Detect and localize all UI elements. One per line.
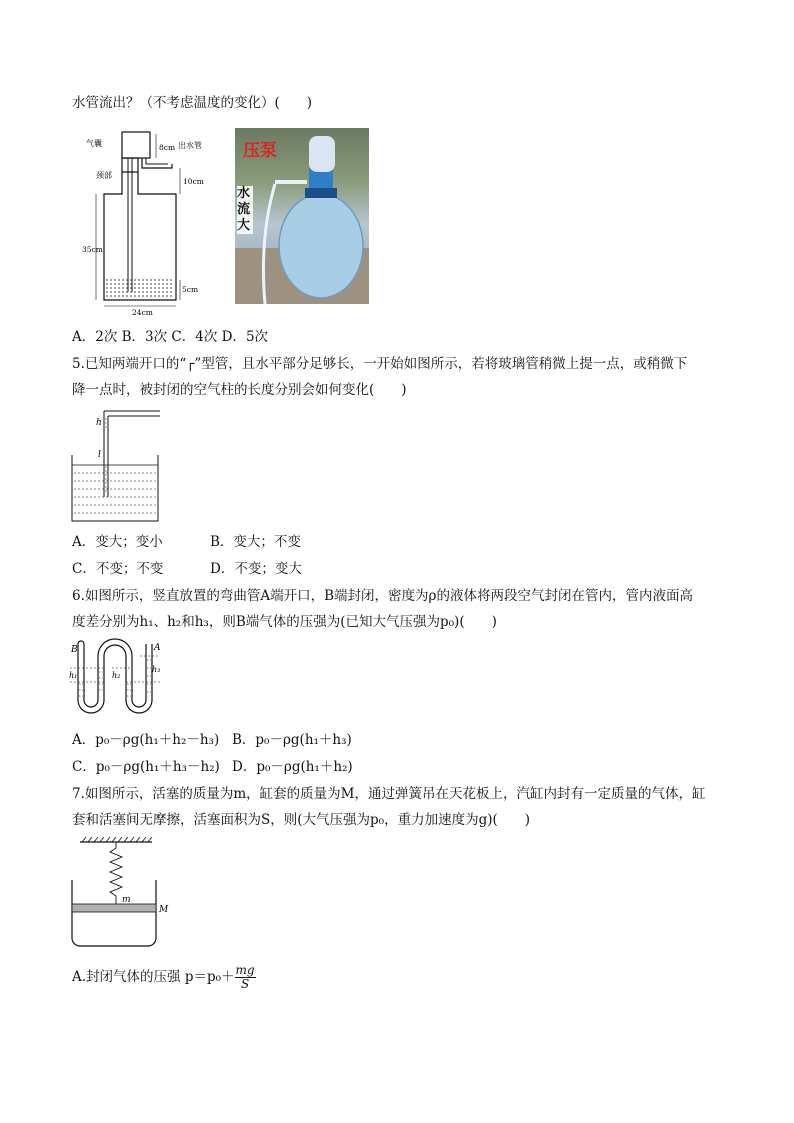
fraction-numerator: mg bbox=[235, 963, 255, 977]
label-neck: 颈部 bbox=[96, 171, 112, 180]
label-8cm: 8cm bbox=[159, 143, 176, 152]
q6-bent-tube-diagram bbox=[68, 638, 164, 724]
label-24cm: 24cm bbox=[132, 308, 153, 316]
label-airbag: 气囊 bbox=[86, 139, 102, 148]
label-B: B bbox=[71, 645, 78, 655]
q7-option-a-fraction bbox=[235, 964, 256, 991]
label-h3: h₃ bbox=[152, 665, 161, 674]
label-A: A bbox=[154, 643, 161, 653]
q4-water-pump-photo bbox=[235, 128, 369, 304]
q7-cylinder-diagram bbox=[70, 836, 170, 948]
q6-option-d: D．p₀－ρg(h₁＋h₂) bbox=[232, 759, 353, 775]
q4-options: A．2次 B．3次 C．4次 D．5次 bbox=[72, 329, 269, 345]
label-M: M bbox=[159, 905, 169, 915]
q5-stem-line2: 降一点时，被封闭的空气柱的长度分别会如何变化( ) bbox=[72, 382, 407, 398]
label-m: m bbox=[122, 895, 131, 905]
q6-option-b: B．p₀－ρg(h₁＋h₃) bbox=[232, 732, 352, 748]
q6-stem-line1: 6.如图所示，竖直放置的弯曲管A端开口，B端封闭，密度为ρ的液体将两段空气封闭在管内，管内液面高 bbox=[72, 588, 693, 604]
photo-label-top: 压泵 bbox=[243, 141, 277, 161]
photo-label-side: 水流大 bbox=[237, 186, 253, 234]
label-l: l bbox=[98, 450, 101, 460]
q7-stem-line2: 套和活塞间无摩擦，活塞面积为S，则(大气压强为p₀，重力加速度为g)( ) bbox=[72, 812, 531, 828]
q4-stem-tail: 水管流出？（不考虑温度的变化）( ) bbox=[72, 95, 313, 111]
label-h: h bbox=[96, 418, 102, 428]
q5-tube-diagram bbox=[70, 405, 162, 525]
q5-option-a: A．变大；变小 bbox=[72, 534, 163, 550]
fraction-denominator: S bbox=[240, 977, 250, 991]
q5-option-c: C．不变；不变 bbox=[72, 561, 164, 577]
label-h1: h₁ bbox=[69, 671, 78, 680]
label-outlet: 出水管 bbox=[178, 141, 202, 150]
q7-option-a-prefix: A.封闭气体的压强 p＝p₀＋ bbox=[72, 969, 235, 985]
q6-option-c: C．p₀－ρg(h₁＋h₃－h₂) bbox=[72, 759, 220, 775]
label-10cm: 10cm bbox=[183, 177, 204, 186]
label-5cm: 5cm bbox=[182, 285, 199, 294]
label-35cm: 35cm bbox=[82, 245, 103, 254]
q7-stem-line1: 7.如图所示，活塞的质量为m，缸套的质量为M，通过弹簧吊在天花板上，汽缸内封有一定质量的气体，缸 bbox=[72, 786, 706, 802]
q5-option-b: B．变大；不变 bbox=[210, 534, 301, 550]
q7-option-a bbox=[72, 962, 256, 992]
q5-stem-line1: 5.已知两端开口的“┌”型管，且水平部分足够长，一开始如图所示，若将玻璃管稍微上提一点，或稍微下 bbox=[72, 356, 688, 372]
q6-option-a: A．p₀－ρg(h₁＋h₂－h₃) bbox=[72, 732, 220, 748]
label-h2: h₂ bbox=[112, 671, 121, 680]
q4-pump-diagram bbox=[82, 124, 222, 316]
q5-option-d: D．不变；变大 bbox=[210, 561, 302, 577]
q6-stem-line2: 度差分别为h₁、h₂和h₃，则B端气体的压强为(已知大气压强为p₀)( ) bbox=[72, 614, 497, 630]
